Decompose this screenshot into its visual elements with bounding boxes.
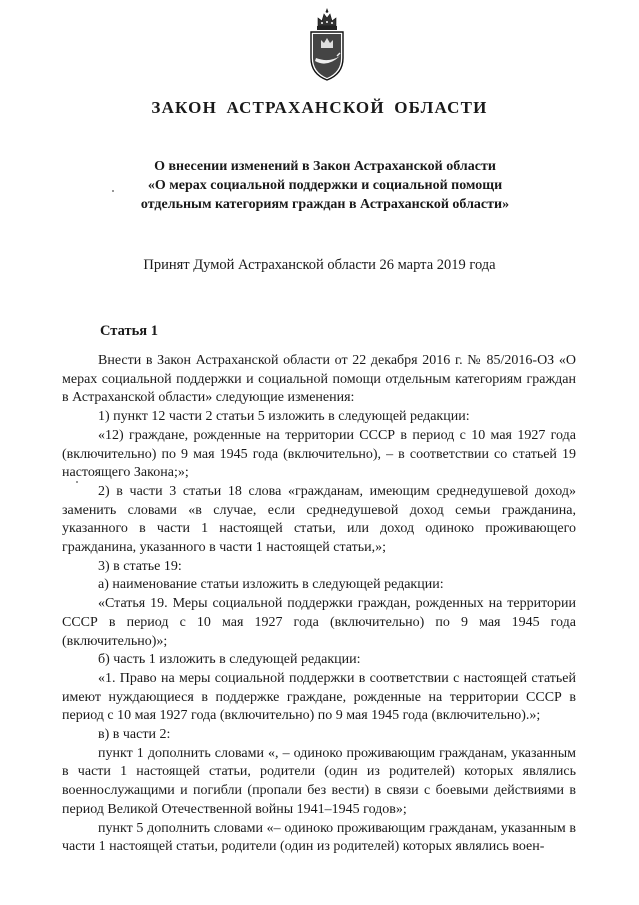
- paragraph: в) в части 2:: [98, 727, 171, 743]
- law-subtitle: [80, 157, 570, 214]
- paragraph: «1. Право на меры социальной поддержки в соответствии с настоящей статьей имеют нуждающиеся в поддержке граждане, рожденные на территории СССР в период с 10 мая 1927 года (включительно) по 9 мая 1945 года (включительно).»;: [62, 670, 576, 724]
- subtitle-line: отдельным категориям граждан в Астраханской области»: [140, 197, 510, 212]
- subtitle-line: О внесении изменений в Закон Астраханской области: [154, 159, 496, 174]
- article-body: [62, 352, 576, 857]
- paragraph: «12) граждане, рожденные на территории СССР в период с 10 мая 1927 года (включительно) по 9 мая 1945 года (включительно), – в соответствии со статьей 19 настоящего Закона;»;: [62, 427, 576, 481]
- law-title: ЗАКОН АСТРАХАНСКОЙ ОБЛАСТИ: [151, 98, 488, 117]
- paragraph: а) наименование статьи изложить в следующей редакции:: [98, 577, 444, 593]
- paragraph: пункт 1 дополнить словами «, – одиноко проживающим гражданам, указанным в части 1 настоящей статьи, родители (один из родителей) которых являлись военнослужащими и погибли (пропали без вести) в связи с боевыми действиями в период Великой Отечественной войны 1941–1945 годов»;: [62, 745, 576, 817]
- paragraph: б) часть 1 изложить в следующей редакции:: [98, 652, 361, 668]
- subtitle-line: «О мерах социальной поддержки и социальной помощи: [147, 178, 503, 193]
- scan-speck: [112, 190, 114, 192]
- paragraph: Внести в Закон Астраханской области от 22 декабря 2016 г. № 85/2016-ОЗ «О мерах социальной поддержки и социальной помощи отдельным категориям граждан в Астраханской области» следующие изменения:: [62, 353, 576, 406]
- scan-speck: [76, 481, 78, 483]
- coat-of-arms-emblem: [305, 6, 349, 82]
- paragraph: пункт 5 дополнить словами «– одиноко проживающим гражданам, указанным в части 1 настоящей статьи, родители (один из родителей) которых являлись воен-: [62, 820, 576, 855]
- paragraph: 3) в статье 19:: [98, 558, 182, 574]
- adoption-statement: Принят Думой Астраханской области 26 марта 2019 года: [143, 257, 496, 273]
- paragraph: 2) в части 3 статьи 18 слова «гражданам, имеющим среднедушевой доход» заменить словами «в случае, если среднедушевой доход семьи гражданина, указанного в части 1 настоящей статьи, или доход одиноко проживающего гражданина, указанного в части 1 настоящей статьи,»;: [62, 483, 576, 556]
- article-heading: Статья 1: [100, 323, 158, 339]
- paragraph: 1) пункт 12 части 2 статьи 5 изложить в следующей редакции:: [98, 409, 470, 425]
- paragraph: «Статья 19. Меры социальной поддержки граждан, рожденных на территории СССР в период с 10 мая 1927 года (включительно) по 9 мая 1945 года (включительно)»;: [62, 596, 576, 649]
